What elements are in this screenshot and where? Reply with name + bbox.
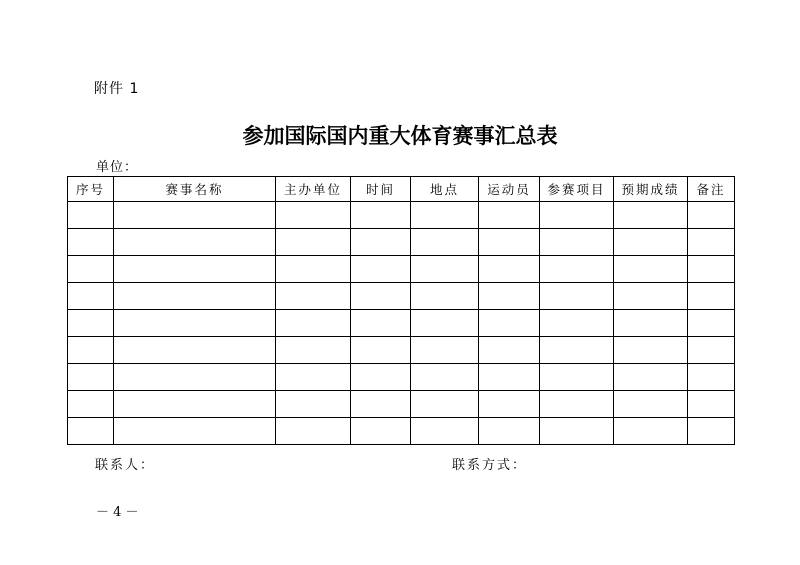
page-number: － 4 － [96,505,139,520]
table-cell [68,364,114,391]
table-cell [411,418,479,445]
table-cell [68,391,114,418]
table-cell [688,310,735,337]
table-cell [276,391,351,418]
table-cell [351,310,411,337]
column-header-event-name: 赛事名称 [114,177,276,202]
summary-table [67,176,735,445]
column-header-location: 地点 [411,177,479,202]
column-header-events-entered: 参赛项目 [540,177,614,202]
column-header-expected-results: 预期成绩 [614,177,688,202]
table-cell [614,229,688,256]
table-cell [276,256,351,283]
table-cell [614,418,688,445]
table-cell [540,310,614,337]
table-cell [540,391,614,418]
table-cell [479,283,540,310]
table-cell [479,256,540,283]
table-cell [68,202,114,229]
table-cell [114,229,276,256]
table-cell [614,310,688,337]
table-cell [351,337,411,364]
table-cell [688,229,735,256]
table-cell [351,283,411,310]
table-cell [411,283,479,310]
table-cell [540,283,614,310]
table-cell [411,337,479,364]
table-cell [114,337,276,364]
table-cell [411,391,479,418]
table-cell [540,337,614,364]
table-cell [479,229,540,256]
table-cell [540,418,614,445]
table-cell [114,418,276,445]
table-cell [540,202,614,229]
table-cell [411,229,479,256]
table-cell [688,283,735,310]
table-body [68,202,735,445]
table-cell [688,256,735,283]
table-row [68,310,735,337]
table-cell [351,256,411,283]
table-row [68,283,735,310]
table-row [68,364,735,391]
table-cell [351,202,411,229]
table-cell [68,283,114,310]
table-cell [114,283,276,310]
table-cell [68,256,114,283]
table-row [68,229,735,256]
table-row [68,256,735,283]
table-cell [276,229,351,256]
table-cell [276,310,351,337]
table-cell [411,364,479,391]
document-title: 参加国际国内重大体育赛事汇总表 [242,123,558,148]
table-cell [351,391,411,418]
table-row [68,391,735,418]
table-cell [614,364,688,391]
table-cell [411,310,479,337]
column-header-organizer: 主办单位 [276,177,351,202]
table-cell [351,418,411,445]
table-cell [411,256,479,283]
table-cell [114,310,276,337]
table-cell [276,202,351,229]
table-cell [614,283,688,310]
table-cell [276,364,351,391]
table-cell [411,202,479,229]
table-cell [540,256,614,283]
column-header-time: 时间 [351,177,411,202]
table-cell [614,391,688,418]
table-cell [688,364,735,391]
table-cell [688,337,735,364]
table-cell [614,256,688,283]
table-cell [68,310,114,337]
table-cell [479,202,540,229]
table-row [68,418,735,445]
unit-label: 单位： [96,160,139,175]
table-cell [276,337,351,364]
table-cell [114,256,276,283]
table-cell [688,391,735,418]
contact-method-label: 联系方式： [452,458,528,473]
table-cell [479,310,540,337]
attachment-label: 附件 1 [94,81,140,97]
table-cell [351,229,411,256]
table-cell [688,202,735,229]
table-cell [540,229,614,256]
column-header-serial-number: 序号 [68,177,114,202]
table-cell [479,391,540,418]
table-row [68,337,735,364]
table-cell [276,283,351,310]
table-cell [688,418,735,445]
table-cell [614,202,688,229]
table-cell [68,229,114,256]
table-cell [479,364,540,391]
table-header-row [68,177,735,202]
table-cell [68,418,114,445]
contact-person-label: 联系人： [95,458,156,473]
table-cell [479,418,540,445]
table-row [68,202,735,229]
table-cell [114,364,276,391]
table-cell [351,364,411,391]
table-cell [479,337,540,364]
table-cell [68,337,114,364]
table-cell [276,418,351,445]
table-cell [114,202,276,229]
column-header-athletes: 运动员 [479,177,540,202]
table-cell [540,364,614,391]
table-cell [614,337,688,364]
table-cell [114,391,276,418]
column-header-remarks: 备注 [688,177,735,202]
